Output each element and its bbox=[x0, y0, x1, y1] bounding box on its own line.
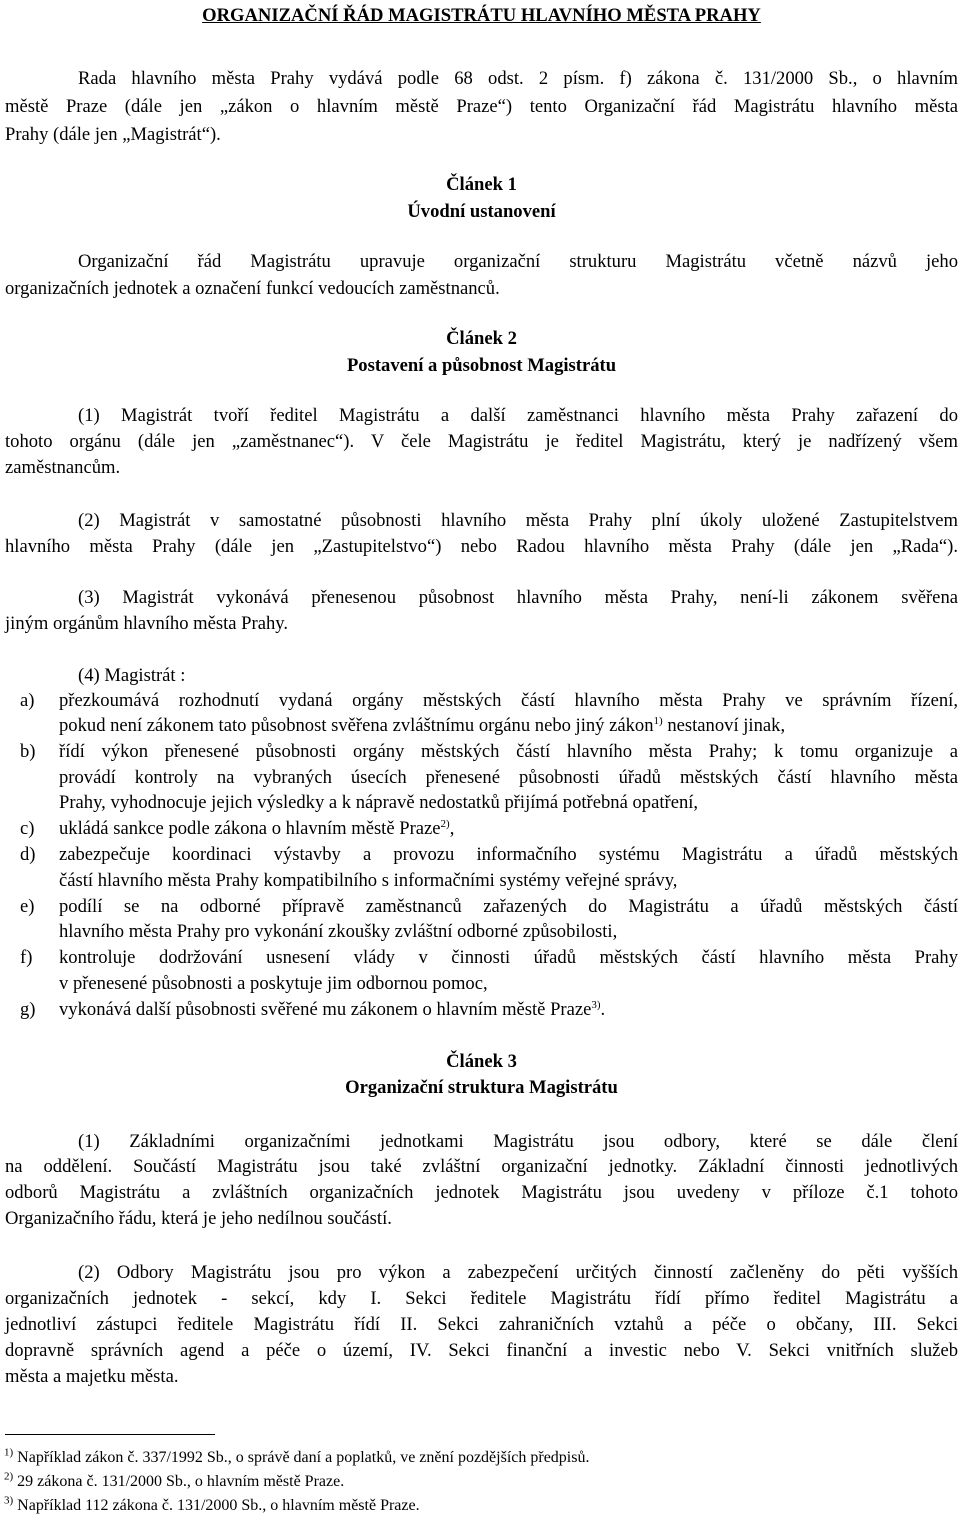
footnote-separator bbox=[5, 1434, 215, 1435]
article-1-line-2: organizačních jednotek a označení funkcí vedoucích zaměstnanců. bbox=[5, 278, 500, 299]
item-c-line-1: ukládá sankce podle zákona o hlavním městě Praze$^{2)}$, bbox=[59, 817, 455, 839]
item-d-line-2: částí hlavního města Prahy kompatibilního s informačními systémy veřejné správy, bbox=[59, 870, 678, 891]
intro-line-3: Prahy (dále jen „Magistrát“). bbox=[5, 124, 221, 145]
article-3-p2-line-5: města a majetku města. bbox=[5, 1366, 179, 1387]
article-3-p1-line-1: (1) Základními organizačními jednotkami Magistrátu jsou odbory, které se dále člení bbox=[78, 1131, 958, 1152]
article-2-p2-line-2: hlavního města Prahy (dále jen „Zastupitelstvo“) nebo Radou hlavního města Prahy (dále jen „Rada“). bbox=[5, 536, 958, 557]
item-b-label: b) bbox=[20, 741, 36, 762]
article-2-p2-line-1: (2) Magistrát v samostatné působnosti hlavního města Prahy plní úkoly uložené Zastupitelstvem bbox=[78, 510, 958, 531]
item-a-label: a) bbox=[20, 690, 35, 711]
article-2-p1-line-2: tohoto orgánu (dále jen „zaměstnanec“). V čele Magistrátu je ředitel Magistrátu, který je nadřízený všem bbox=[5, 431, 958, 452]
article-3-p2-line-4: dopravně správních agend a péče o území, IV. Sekci finanční a investic nebo V. Sekci vnitřních služeb bbox=[5, 1340, 958, 1361]
intro-line-2: městě Praze (dále jen „zákon o hlavním městě Praze“) tento Organizační řád Magistrátu hlavního města bbox=[5, 96, 958, 117]
article-2-subheading: Postavení a působnost Magistrátu bbox=[346, 355, 617, 376]
article-3-p1-line-3: odborů Magistrátu a zvláštních organizačních jednotek Magistrátu jsou uvedeny v příloze č.1 tohoto bbox=[5, 1182, 958, 1203]
article-2-p3-line-1: (3) Magistrát vykonává přenesenou působnost hlavního města Prahy, není-li zákonem svěřena bbox=[78, 587, 958, 608]
item-b-line-2: provádí kontroly na vybraných úsecích přenesené působnosti úřadů městských částí hlavního města bbox=[59, 767, 958, 788]
footnote-2: $^{2)}$ 29 zákona č. 131/2000 Sb., o hlavním městě Praze. bbox=[4, 1470, 345, 1490]
item-f-label: f) bbox=[20, 947, 33, 968]
item-d-label: d) bbox=[20, 844, 36, 865]
item-b-line-1: řídí výkon přenesené působnosti orgány městských částí hlavního města Prahy; k tomu organizuje a bbox=[59, 741, 958, 762]
item-e-label: e) bbox=[20, 896, 35, 917]
item-d-line-1: zabezpečuje koordinaci výstavby a provozu informačního systému Magistrátu a úřadů městských bbox=[59, 844, 958, 865]
article-2-heading: Článek 2 bbox=[446, 328, 517, 349]
article-3-p2-line-1: (2) Odbory Magistrátu jsou pro výkon a zabezpečení určitých činností začleněny do pěti vyšších bbox=[78, 1262, 958, 1283]
article-3-subheading: Organizační struktura Magistrátu bbox=[345, 1077, 618, 1098]
item-g-label: g) bbox=[20, 999, 36, 1020]
item-f-line-2: v přenesené působnosti a poskytuje jim odbornou pomoc, bbox=[59, 973, 488, 994]
item-e-line-2: hlavního města Prahy pro vykonání zkoušky zvláštní odborné způsobilosti, bbox=[59, 921, 618, 942]
item-f-line-1: kontroluje dodržování usnesení vlády v činnosti úřadů městských částí hlavního města Prahy bbox=[59, 947, 958, 968]
article-3-p2-line-3: jednotliví zástupci ředitele Magistrátu řídí II. Sekci zahraničních vztahů a péče o občany, III. Sekci bbox=[5, 1314, 958, 1335]
article-2-p4-intro: (4) Magistrát : bbox=[78, 665, 186, 686]
footnote-1: $^{1)}$ Například zákon č. 337/1992 Sb., o správě daní a poplatků, ve znění pozdějších předpisů. bbox=[4, 1446, 590, 1466]
article-1-heading: Článek 1 bbox=[446, 174, 517, 195]
intro-line-1: Rada hlavního města Prahy vydává podle 68 odst. 2 písm. f) zákona č. 131/2000 Sb., o hlavním bbox=[78, 68, 958, 89]
article-1-subheading: Úvodní ustanovení bbox=[407, 201, 556, 222]
article-2-p1-line-3: zaměstnancům. bbox=[5, 457, 121, 478]
item-c-label: c) bbox=[20, 818, 35, 839]
item-a-line-1: přezkoumává rozhodnutí vydaná orgány městských částí hlavního města Prahy ve správním řízení, bbox=[59, 690, 958, 711]
document-title: ORGANIZAČNÍ ŘÁD MAGISTRÁTU HLAVNÍHO MĚSTA PRAHY bbox=[202, 5, 761, 26]
article-1-line-1: Organizační řád Magistrátu upravuje organizační strukturu Magistrátu včetně názvů jeho bbox=[78, 251, 958, 272]
article-3-heading: Článek 3 bbox=[446, 1051, 517, 1072]
article-2-p3-line-2: jiným orgánům hlavního města Prahy. bbox=[5, 613, 289, 634]
item-g-line-1: vykonává další působnosti svěřené mu zákonem o hlavním městě Praze$^{3)}$. bbox=[59, 998, 606, 1020]
article-2-p1-line-1: (1) Magistrát tvoří ředitel Magistrátu a další zaměstnanci hlavního města Prahy zařazení do bbox=[78, 405, 958, 426]
article-3-p1-line-2: na oddělení. Součástí Magistrátu jsou také zvláštní organizační jednotky. Základní činnosti jednotlivých bbox=[5, 1156, 958, 1177]
footnote-3: $^{3)}$ Například 112 zákona č. 131/2000 Sb., o hlavním městě Praze. bbox=[4, 1494, 420, 1514]
article-3-p1-line-4: Organizačního řádu, která je jeho nedílnou součástí. bbox=[5, 1208, 392, 1229]
item-a-line-2: pokud není zákonem tato působnost svěřena zvláštnímu orgánu nebo jiný zákon$^{1)}$ nestanoví jinak, bbox=[59, 714, 786, 736]
item-e-line-1: podílí se na odborné přípravě zaměstnanců zařazených do Magistrátu a úřadů městských částí bbox=[59, 896, 958, 917]
article-3-p2-line-2: organizačních jednotek - sekcí, kdy I. Sekci ředitele Magistrátu řídí přímo ředitel Magistrátu a bbox=[5, 1288, 958, 1309]
item-b-line-3: Prahy, vyhodnocuje jejich výsledky a k nápravě nedostatků přijímá potřebná opatření, bbox=[59, 792, 699, 813]
